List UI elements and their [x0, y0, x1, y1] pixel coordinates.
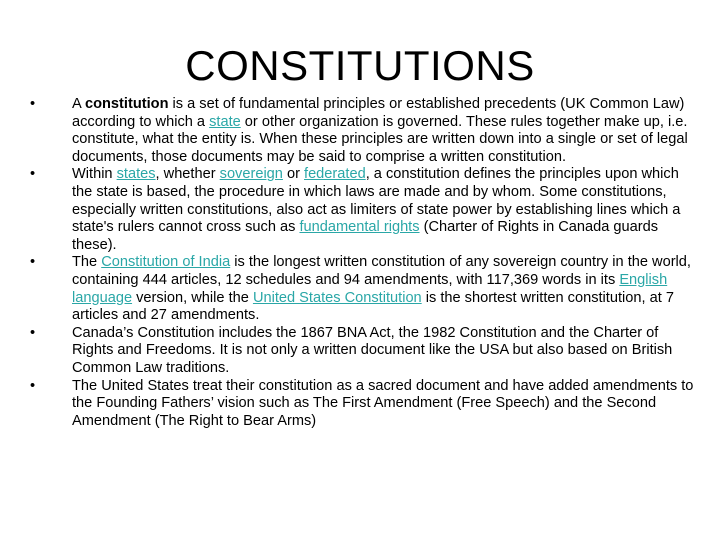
- link-federated[interactable]: federated: [304, 166, 366, 183]
- bullet-item-within-states: [24, 166, 694, 254]
- bullet-item-definition: [24, 96, 694, 166]
- bullet-item-india: [24, 254, 694, 324]
- text-run: is a set of fundamental principles or established precedents (UK Common Law) according to which a: [72, 96, 685, 130]
- bullet-list: [24, 96, 694, 430]
- text-run: A: [72, 96, 85, 112]
- bullet-item-canada: [24, 325, 694, 378]
- text-run: The: [72, 254, 102, 271]
- link-english-language[interactable]: English language: [72, 271, 668, 306]
- text-run: , a constitution defines the principles upon which the state is based, the procedure in which laws are made and by whom. Some constitutions, especially written constitutions, also act as limiters of state power by establishing lines which a state's rulers cannot cross such as: [72, 166, 681, 236]
- text-run: (Charter of Rights in Canada guards these).: [72, 219, 659, 253]
- bullet-icon: •: [30, 324, 36, 341]
- bullet-icon: •: [30, 254, 36, 271]
- link-sovereign[interactable]: sovereign: [219, 166, 283, 183]
- link-states[interactable]: states: [116, 166, 156, 183]
- text-run: version, while the: [132, 289, 253, 306]
- bold-term: constitution: [84, 96, 169, 112]
- link-united-states-constitution[interactable]: United States Constitution: [252, 289, 422, 306]
- bullet-item-united-states: [24, 378, 694, 431]
- bullet-icon: •: [30, 96, 36, 112]
- text-run: is the shortest written constitution, at 7 articles and 27 amendments.: [72, 289, 674, 324]
- slide-title: CONSTITUTIONS: [185, 42, 535, 89]
- bullet-icon: •: [30, 377, 36, 394]
- bullet-icon: •: [30, 166, 36, 183]
- link-constitution-of-india[interactable]: Constitution of India: [101, 254, 231, 271]
- text-run: Canada’s Constitution includes the 1867 BNA Act, the 1982 Constitution and the Charter of Rights and Freedoms. It is not only a written document like the USA but also based on British Common Law traditions.: [72, 324, 673, 376]
- text-run: The United States treat their constitution as a sacred document and have added amendments to the Founding Fathers’ vision such as The First Amendment (Free Speech) and the Second Amendment (The Right to Bear Arms): [72, 377, 694, 429]
- text-run: , whether: [155, 166, 220, 183]
- text-run: or other organization is governed. These rules together make up, i.e. constitute, what the entity is. When these principles are written down into a single or set of legal documents, those documents may be said to comprise a written constitution.: [72, 113, 688, 165]
- text-run: is the longest written constitution of any sovereign country in the world, containing 444 articles, 12 schedules and 94 amendments, with 117,369 words in its: [72, 254, 691, 288]
- text-run: Within: [72, 166, 117, 183]
- text-run: or: [282, 166, 305, 183]
- link-fundamental-rights[interactable]: fundamental rights: [299, 219, 420, 236]
- link-state[interactable]: state: [209, 113, 241, 130]
